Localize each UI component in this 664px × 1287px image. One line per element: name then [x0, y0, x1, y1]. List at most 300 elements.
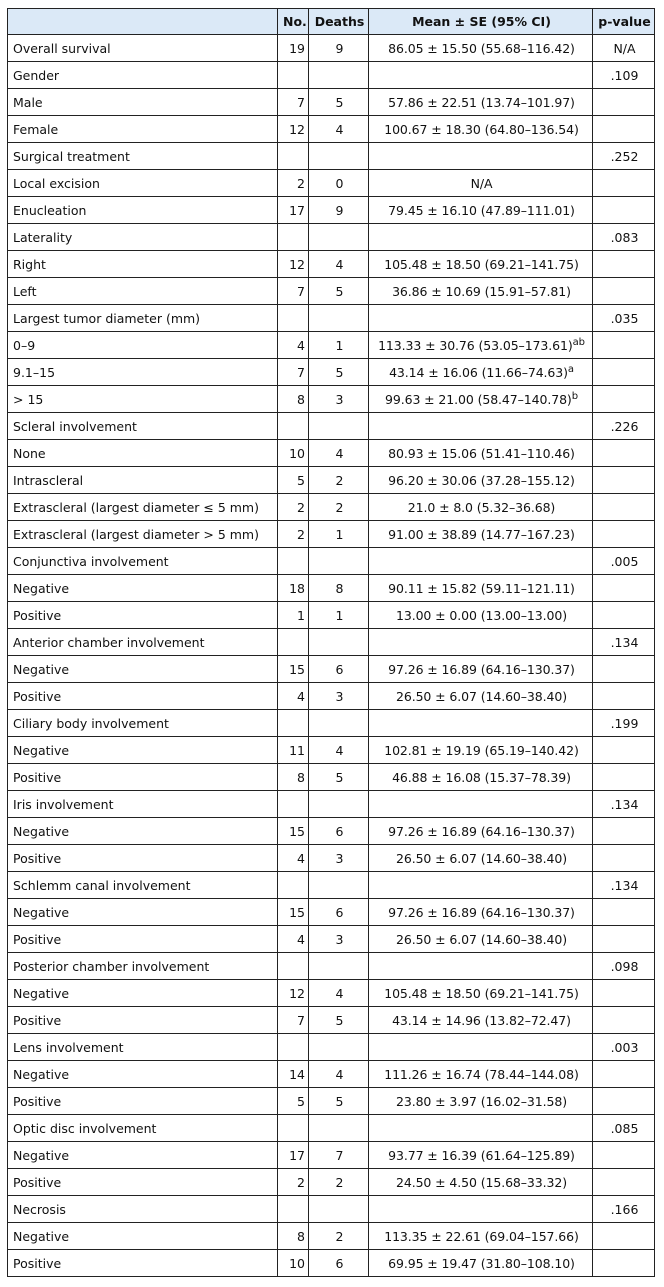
- variable-cell: [8, 629, 278, 656]
- deaths-cell: [309, 602, 369, 629]
- variable-cell: [8, 521, 278, 548]
- p-value-cell: [593, 791, 655, 818]
- p-value-cell: [593, 494, 655, 521]
- deaths-cell: [309, 764, 369, 791]
- header-variable: [8, 9, 278, 35]
- variable-cell: [8, 683, 278, 710]
- no-cell: [278, 521, 309, 548]
- no-cell-text: 17: [289, 1147, 305, 1163]
- deaths-cell-text: 6: [335, 904, 344, 920]
- variable-cell: [8, 791, 278, 818]
- no-cell: [278, 548, 309, 575]
- variable-cell: [8, 845, 278, 872]
- p-value-cell: [593, 899, 655, 926]
- no-cell: [278, 980, 309, 1007]
- deaths-cell: [309, 1088, 369, 1115]
- p-value-cell: [593, 170, 655, 197]
- deaths-cell: [309, 1169, 369, 1196]
- no-cell: [278, 1196, 309, 1223]
- p-value-cell-text: .085: [610, 1120, 639, 1136]
- deaths-cell: [309, 224, 369, 251]
- mean-cell: [369, 872, 593, 899]
- p-value-cell-text: .035: [610, 310, 639, 326]
- variable-cell: [8, 251, 278, 278]
- mean-cell: [369, 737, 593, 764]
- deaths-cell-text: 5: [335, 283, 344, 299]
- table-body: [8, 35, 655, 1277]
- mean-cell: [369, 170, 593, 197]
- p-value-cell: [593, 872, 655, 899]
- mean-cell: [369, 359, 593, 386]
- mean-cell: [369, 305, 593, 332]
- table-row: [8, 575, 655, 602]
- table-row: [8, 710, 655, 737]
- p-value-cell: [593, 1223, 655, 1250]
- p-value-cell-text: .003: [610, 1039, 639, 1055]
- mean-cell-text: 102.81 ± 19.19 (65.19–140.42): [384, 742, 579, 758]
- mean-cell: [369, 1196, 593, 1223]
- p-value-cell: [593, 602, 655, 629]
- deaths-cell: [309, 359, 369, 386]
- variable-cell-text: Necrosis: [13, 1201, 66, 1217]
- variable-cell-text: Anterior chamber involvement: [13, 634, 205, 650]
- deaths-cell: [309, 494, 369, 521]
- no-cell: [278, 926, 309, 953]
- table-row: [8, 413, 655, 440]
- deaths-cell: [309, 710, 369, 737]
- deaths-cell: [309, 845, 369, 872]
- no-cell: [278, 818, 309, 845]
- no-cell-text: 7: [297, 1012, 305, 1028]
- deaths-cell-text: 5: [335, 1012, 344, 1028]
- variable-cell: [8, 1142, 278, 1169]
- variable-cell-text: Positive: [13, 1255, 62, 1271]
- table-row: [8, 1007, 655, 1034]
- variable-cell-text: Negative: [13, 742, 70, 758]
- no-cell-text: 12: [289, 121, 305, 137]
- no-cell-text: 14: [289, 1066, 305, 1082]
- deaths-cell: [309, 278, 369, 305]
- mean-cell: [369, 1034, 593, 1061]
- no-cell-text: 4: [297, 931, 305, 947]
- deaths-cell-text: 2: [335, 1174, 344, 1190]
- variable-cell-text: Negative: [13, 1147, 70, 1163]
- deaths-cell-text: 3: [335, 850, 344, 866]
- deaths-cell-text: 4: [335, 1066, 344, 1082]
- deaths-cell: [309, 872, 369, 899]
- mean-cell: [369, 764, 593, 791]
- p-value-cell: [593, 683, 655, 710]
- variable-cell-text: Positive: [13, 607, 62, 623]
- variable-cell: [8, 656, 278, 683]
- table-row: [8, 170, 655, 197]
- no-cell: [278, 467, 309, 494]
- deaths-cell: [309, 1223, 369, 1250]
- mean-cell-text: 23.80 ± 3.97 (16.02–31.58): [396, 1093, 567, 1109]
- no-cell: [278, 845, 309, 872]
- header-row: [8, 9, 655, 35]
- table-row: [8, 845, 655, 872]
- table-row: [8, 251, 655, 278]
- deaths-cell-text: 7: [335, 1147, 344, 1163]
- p-value-cell-text: .134: [610, 634, 639, 650]
- mean-cell: [369, 1250, 593, 1277]
- table-row: [8, 1115, 655, 1142]
- p-value-cell: [593, 251, 655, 278]
- table-row: [8, 656, 655, 683]
- deaths-cell-text: 4: [335, 121, 344, 137]
- p-value-cell-text: .252: [610, 148, 639, 164]
- table-row: [8, 1250, 655, 1277]
- deaths-cell: [309, 62, 369, 89]
- p-value-cell: [593, 980, 655, 1007]
- table-row: [8, 791, 655, 818]
- variable-cell-text: Optic disc involvement: [13, 1120, 157, 1136]
- no-cell: [278, 143, 309, 170]
- no-cell-text: 8: [297, 1228, 305, 1244]
- deaths-cell: [309, 440, 369, 467]
- deaths-cell: [309, 251, 369, 278]
- no-cell: [278, 710, 309, 737]
- no-cell-text: 10: [289, 1255, 305, 1271]
- variable-cell-text: 0–9: [13, 337, 36, 353]
- p-value-cell-text: .083: [610, 229, 639, 245]
- variable-cell-text: Positive: [13, 931, 62, 947]
- no-cell-text: 17: [289, 202, 305, 218]
- variable-cell: [8, 35, 278, 62]
- no-cell-text: 7: [297, 94, 305, 110]
- no-cell: [278, 359, 309, 386]
- p-value-cell-text: .199: [610, 715, 639, 731]
- table-row: [8, 143, 655, 170]
- variable-cell-text: Schlemm canal involvement: [13, 877, 191, 893]
- no-cell-text: 12: [289, 256, 305, 272]
- table-row: [8, 359, 655, 386]
- mean-cell-text: 43.14 ± 14.96 (13.82–72.47): [392, 1012, 571, 1028]
- no-cell: [278, 1115, 309, 1142]
- no-cell-text: 15: [289, 823, 305, 839]
- mean-cell: [369, 1223, 593, 1250]
- p-value-cell: [593, 710, 655, 737]
- deaths-cell: [309, 1196, 369, 1223]
- p-value-cell-text: .134: [610, 796, 639, 812]
- no-cell: [278, 791, 309, 818]
- variable-cell: [8, 899, 278, 926]
- deaths-cell: [309, 656, 369, 683]
- mean-cell-text: 111.26 ± 16.74 (78.44–144.08): [384, 1066, 579, 1082]
- no-cell: [278, 116, 309, 143]
- no-cell-text: 2: [297, 499, 305, 515]
- variable-cell: [8, 332, 278, 359]
- table-row: [8, 1196, 655, 1223]
- variable-cell-text: Gender: [13, 67, 60, 83]
- deaths-cell-text: 9: [335, 202, 344, 218]
- deaths-cell-text: 5: [335, 94, 344, 110]
- mean-cell-text: 113.33 ± 30.76 (53.05–173.61): [378, 337, 573, 353]
- variable-cell-text: Conjunctiva involvement: [13, 553, 169, 569]
- deaths-cell: [309, 953, 369, 980]
- table-row: [8, 764, 655, 791]
- variable-cell: [8, 170, 278, 197]
- p-value-cell: [593, 116, 655, 143]
- deaths-cell: [309, 1115, 369, 1142]
- variable-cell: [8, 116, 278, 143]
- table-row: [8, 629, 655, 656]
- variable-cell-text: Scleral involvement: [13, 418, 137, 434]
- table-row: [8, 872, 655, 899]
- p-value-cell: [593, 1142, 655, 1169]
- variable-cell-text: Overall survival: [13, 40, 111, 56]
- variable-cell-text: Positive: [13, 1174, 62, 1190]
- footnote-marker: ab: [572, 336, 585, 348]
- deaths-cell: [309, 926, 369, 953]
- variable-cell: [8, 494, 278, 521]
- header-deaths: Deaths: [309, 9, 369, 35]
- p-value-cell: [593, 197, 655, 224]
- no-cell-text: 2: [297, 1174, 305, 1190]
- no-cell-text: 19: [289, 40, 305, 56]
- header-no: No.: [278, 9, 309, 35]
- no-cell-text: 15: [289, 661, 305, 677]
- mean-cell-text: 99.63 ± 21.00 (58.47–140.78): [385, 391, 572, 407]
- footnote-marker: b: [571, 390, 578, 402]
- no-cell: [278, 602, 309, 629]
- deaths-cell: [309, 1250, 369, 1277]
- mean-cell: [369, 656, 593, 683]
- mean-cell: [369, 332, 593, 359]
- deaths-cell: [309, 197, 369, 224]
- table-row: [8, 1223, 655, 1250]
- variable-cell: [8, 440, 278, 467]
- table-row: [8, 467, 655, 494]
- p-value-cell: [593, 1250, 655, 1277]
- mean-cell: [369, 89, 593, 116]
- variable-cell: [8, 1007, 278, 1034]
- mean-cell-text: 24.50 ± 4.50 (15.68–33.32): [396, 1174, 567, 1190]
- variable-cell: [8, 764, 278, 791]
- mean-cell: [369, 116, 593, 143]
- variable-cell: [8, 1034, 278, 1061]
- mean-cell-text: 97.26 ± 16.89 (64.16–130.37): [388, 661, 575, 677]
- variable-cell-text: Intrascleral: [13, 472, 84, 488]
- p-value-cell: [593, 1034, 655, 1061]
- no-cell: [278, 1250, 309, 1277]
- mean-cell: [369, 251, 593, 278]
- deaths-cell: [309, 818, 369, 845]
- mean-cell: [369, 143, 593, 170]
- deaths-cell-text: 3: [335, 931, 344, 947]
- deaths-cell-text: 5: [335, 1093, 344, 1109]
- table-row: [8, 548, 655, 575]
- no-cell: [278, 1034, 309, 1061]
- mean-cell-text: 86.05 ± 15.50 (55.68–116.42): [388, 40, 575, 56]
- p-value-cell: [593, 143, 655, 170]
- variable-cell: [8, 1061, 278, 1088]
- variable-cell-text: Male: [13, 94, 43, 110]
- no-cell: [278, 170, 309, 197]
- deaths-cell-text: 2: [335, 499, 344, 515]
- mean-cell-text: 46.88 ± 16.08 (15.37–78.39): [392, 769, 571, 785]
- no-cell: [278, 197, 309, 224]
- variable-cell-text: Surgical treatment: [13, 148, 130, 164]
- variable-cell-text: Female: [13, 121, 59, 137]
- table-row: [8, 683, 655, 710]
- no-cell: [278, 1088, 309, 1115]
- deaths-cell-text: 6: [335, 661, 344, 677]
- deaths-cell: [309, 575, 369, 602]
- p-value-cell: [593, 62, 655, 89]
- deaths-cell-text: 4: [335, 985, 344, 1001]
- deaths-cell-text: 2: [335, 472, 344, 488]
- mean-cell: [369, 386, 593, 413]
- deaths-cell-text: 4: [335, 445, 344, 461]
- deaths-cell: [309, 143, 369, 170]
- no-cell-text: 5: [297, 472, 305, 488]
- variable-cell-text: Lens involvement: [13, 1039, 124, 1055]
- variable-cell-text: 9.1–15: [13, 364, 56, 380]
- p-value-cell: [593, 845, 655, 872]
- variable-cell-text: Right: [13, 256, 46, 272]
- variable-cell-text: Negative: [13, 823, 70, 839]
- deaths-cell: [309, 1142, 369, 1169]
- table-row: [8, 197, 655, 224]
- variable-cell: [8, 1115, 278, 1142]
- mean-cell: [369, 629, 593, 656]
- deaths-cell-text: 4: [335, 256, 344, 272]
- variable-cell-text: Laterality: [13, 229, 73, 245]
- no-cell-text: 8: [297, 391, 305, 407]
- mean-cell: [369, 548, 593, 575]
- header-mean-se-ci: Mean ± SE (95% CI): [369, 9, 593, 35]
- deaths-cell-text: 2: [335, 1228, 344, 1244]
- no-cell: [278, 629, 309, 656]
- variable-cell-text: Negative: [13, 661, 70, 677]
- deaths-cell: [309, 413, 369, 440]
- variable-cell: [8, 1250, 278, 1277]
- variable-cell: [8, 62, 278, 89]
- table-row: [8, 602, 655, 629]
- variable-cell: [8, 467, 278, 494]
- table-row: [8, 35, 655, 62]
- p-value-cell: [593, 953, 655, 980]
- variable-cell-text: Enucleation: [13, 202, 87, 218]
- variable-cell-text: Positive: [13, 688, 62, 704]
- mean-cell: [369, 440, 593, 467]
- variable-cell-text: > 15: [13, 391, 44, 407]
- no-cell: [278, 1142, 309, 1169]
- p-value-cell: [593, 305, 655, 332]
- mean-cell: [369, 845, 593, 872]
- variable-cell-text: Extrascleral (largest diameter > 5 mm): [13, 526, 259, 542]
- mean-cell-text: 36.86 ± 10.69 (15.91–57.81): [392, 283, 571, 299]
- table-row: [8, 1061, 655, 1088]
- variable-cell: [8, 1223, 278, 1250]
- mean-cell: [369, 1169, 593, 1196]
- no-cell-text: 4: [297, 850, 305, 866]
- variable-cell: [8, 89, 278, 116]
- deaths-cell: [309, 1061, 369, 1088]
- mean-cell-text: 100.67 ± 18.30 (64.80–136.54): [384, 121, 579, 137]
- mean-cell-text: 43.14 ± 16.06 (11.66–74.63): [389, 364, 568, 380]
- p-value-cell: [593, 575, 655, 602]
- deaths-cell: [309, 35, 369, 62]
- table-row: [8, 89, 655, 116]
- deaths-cell-text: 9: [335, 40, 344, 56]
- no-cell: [278, 872, 309, 899]
- no-cell-text: 10: [289, 445, 305, 461]
- no-cell-text: 11: [289, 742, 305, 758]
- mean-cell-text: 97.26 ± 16.89 (64.16–130.37): [388, 823, 575, 839]
- table-row: [8, 62, 655, 89]
- variable-cell: [8, 953, 278, 980]
- variable-cell: [8, 980, 278, 1007]
- table-row: [8, 899, 655, 926]
- deaths-cell: [309, 305, 369, 332]
- table-row: [8, 818, 655, 845]
- no-cell: [278, 494, 309, 521]
- deaths-cell: [309, 980, 369, 1007]
- deaths-cell-text: 3: [335, 391, 344, 407]
- no-cell-text: 2: [297, 175, 305, 191]
- p-value-cell-text: .005: [610, 553, 639, 569]
- variable-cell: [8, 197, 278, 224]
- p-value-cell: [593, 737, 655, 764]
- p-value-cell: [593, 1196, 655, 1223]
- mean-cell-text: 113.35 ± 22.61 (69.04–157.66): [384, 1228, 579, 1244]
- variable-cell-text: Iris involvement: [13, 796, 114, 812]
- table-row: [8, 386, 655, 413]
- no-cell: [278, 332, 309, 359]
- deaths-cell: [309, 467, 369, 494]
- no-cell: [278, 683, 309, 710]
- p-value-cell: [593, 1169, 655, 1196]
- variable-cell: [8, 413, 278, 440]
- variable-cell: [8, 548, 278, 575]
- variable-cell-text: Positive: [13, 1093, 62, 1109]
- deaths-cell: [309, 548, 369, 575]
- mean-cell-text: 105.48 ± 18.50 (69.21–141.75): [384, 256, 579, 272]
- no-cell: [278, 89, 309, 116]
- deaths-cell: [309, 683, 369, 710]
- no-cell-text: 4: [297, 688, 305, 704]
- p-value-cell-text: .166: [610, 1201, 639, 1217]
- p-value-cell: [593, 224, 655, 251]
- variable-cell: [8, 143, 278, 170]
- no-cell: [278, 386, 309, 413]
- table-row: [8, 980, 655, 1007]
- table-row: [8, 953, 655, 980]
- mean-cell-text: 96.20 ± 30.06 (37.28–155.12): [388, 472, 575, 488]
- mean-cell-text: 97.26 ± 16.89 (64.16–130.37): [388, 904, 575, 920]
- p-value-cell: [593, 629, 655, 656]
- variable-cell-text: None: [13, 445, 46, 461]
- no-cell: [278, 1061, 309, 1088]
- variable-cell-text: Negative: [13, 904, 70, 920]
- table-row: [8, 737, 655, 764]
- mean-cell-text: 91.00 ± 38.89 (14.77–167.23): [388, 526, 575, 542]
- no-cell-text: 5: [297, 1093, 305, 1109]
- variable-cell: [8, 575, 278, 602]
- mean-cell-text: N/A: [470, 175, 493, 191]
- mean-cell-text: 69.95 ± 19.47 (31.80–108.10): [388, 1255, 575, 1271]
- header-p-value: p-value: [593, 9, 655, 35]
- variable-cell-text: Extrascleral (largest diameter ≤ 5 mm): [13, 499, 259, 515]
- deaths-cell: [309, 629, 369, 656]
- deaths-cell: [309, 791, 369, 818]
- p-value-cell-text: .098: [610, 958, 639, 974]
- table-row: [8, 1142, 655, 1169]
- p-value-cell: [593, 278, 655, 305]
